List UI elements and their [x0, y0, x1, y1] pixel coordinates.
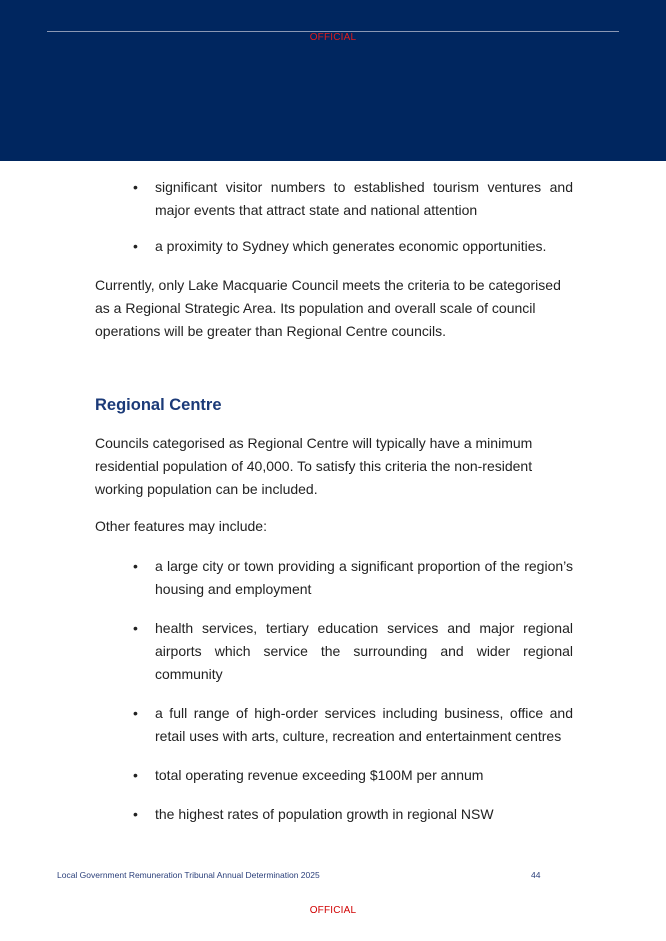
bullet-icon: •: [133, 238, 138, 254]
bullet-list-features: [95, 555, 573, 826]
footer-title: Local Government Remuneration Tribunal Annual Determination 2025: [57, 870, 320, 880]
list-item: • total operating revenue exceeding $100M per annum: [95, 764, 573, 787]
bullet-icon: •: [133, 179, 138, 195]
paragraph-features: Other features may include:: [95, 518, 267, 534]
list-item: • health services, tertiary education services and major regional airports which service the surrounding and wider regional community: [95, 617, 573, 686]
page-content: [95, 176, 573, 839]
page-number: 44: [531, 870, 541, 880]
bullet-icon: •: [133, 620, 138, 636]
paragraph-intro: Councils categorised as Regional Centre will typically have a minimum residential population of 40,000. To satisfy this criteria the non-resident working population can be included.: [95, 435, 533, 497]
paragraph-currently: Currently, only Lake Macquarie Council meets the criteria to be categorised as a Regional Strategic Area. Its population and overall scale of council operations will be greater than Regional Centre councils.: [95, 277, 561, 339]
list-item: • a proximity to Sydney which generates economic opportunities.: [95, 235, 573, 258]
bullet-icon: •: [133, 705, 138, 721]
bullet-icon: •: [133, 806, 138, 822]
header-banner: [0, 0, 666, 161]
classification-label-bottom: OFFICIAL: [309, 905, 357, 916]
bullet-list-top: [95, 176, 573, 258]
list-item: • significant visitor numbers to established tourism ventures and major events that attract state and national attention: [95, 176, 573, 222]
bullet-icon: •: [133, 558, 138, 574]
bullet-icon: •: [133, 767, 138, 783]
list-item: • a large city or town providing a significant proportion of the region’s housing and employment: [95, 555, 573, 601]
list-item: • a full range of high-order services including business, office and retail uses with arts, culture, recreation and entertainment centres: [95, 702, 573, 748]
list-item: • the highest rates of population growth in regional NSW: [95, 803, 573, 826]
classification-label-top: OFFICIAL: [309, 32, 357, 43]
section-heading: Regional Centre: [95, 396, 222, 414]
